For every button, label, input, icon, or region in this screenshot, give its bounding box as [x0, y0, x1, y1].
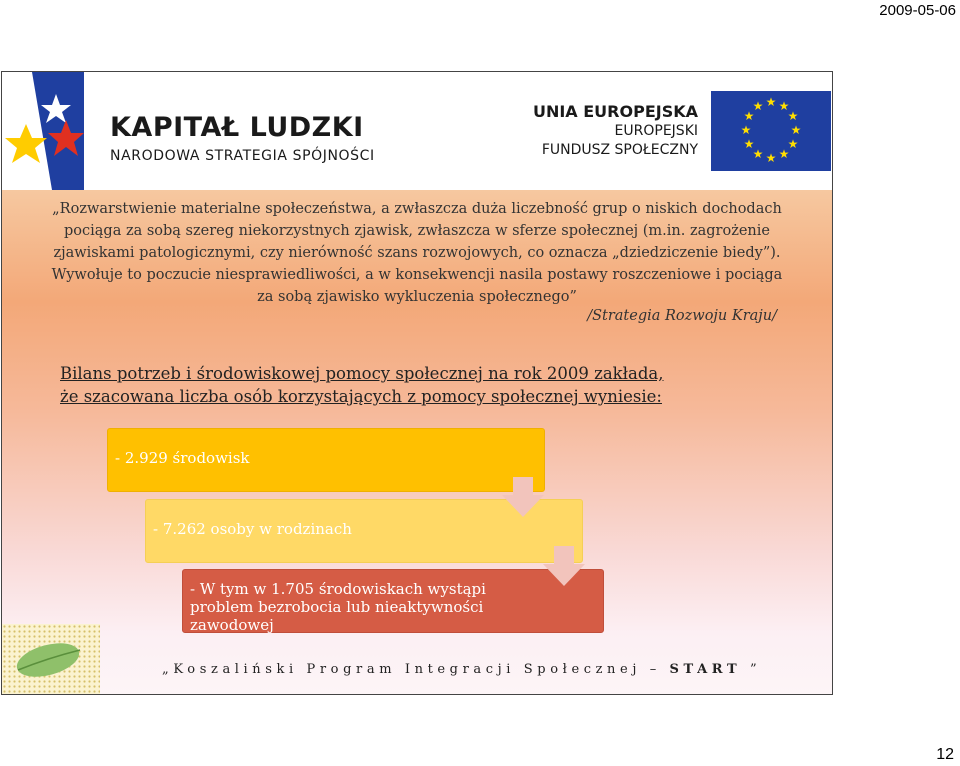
eu-name: UNIA EUROPEJSKA — [532, 102, 698, 121]
page-number: 12 — [936, 746, 954, 763]
footer-close: ” — [741, 662, 762, 677]
eu-flag-icon — [711, 91, 831, 171]
box-bezrobocie — [182, 569, 604, 633]
down-arrow-icon — [543, 546, 585, 586]
eu-fund-line2: FUNDUSZ SPOŁECZNY — [541, 142, 698, 158]
svg-text:★: ★ — [752, 147, 764, 161]
svg-text:★: ★ — [765, 95, 777, 109]
svg-text:★: ★ — [790, 123, 802, 137]
strategy-quote: „Rozwarstwienie materialne społeczeństwa, a zwłaszcza duża liczebność grup o niskich dochodach pociąga za sobą szereg niekorzystnych zjawisk, zwłaszcza w sferze społecznej (m.in. zagrożenie zjawiskami patologicznymi, czy nierówność szans rozwojowych, co oznacza „dziedziczenie biedy”). Wywołuje to poczucie niesprawiedliwości, a w konsekwencji nasila postawy roszczeniowe i pociąga za sobą zjawisko wykluczenia społecznego” — [51, 201, 783, 305]
box-osoby-text: - 7.262 osoby w rodzinach — [153, 520, 352, 538]
logo-header — [2, 72, 832, 190]
kapital-ludzki-subtitle: NARODOWA STRATEGIA SPÓJNOŚCI — [110, 148, 375, 164]
bilans-statement: Bilans potrzeb i środowiskowej pomocy społecznej na rok 2009 zakłada, że szacowana liczba osób korzystających z pomocy społecznej wyniesie: — [60, 364, 664, 406]
stars-logo-icon — [4, 72, 84, 190]
eu-fund-line1: EUROPEJSKI — [614, 123, 698, 139]
svg-text:★: ★ — [778, 147, 790, 161]
svg-text:★: ★ — [752, 99, 764, 113]
date-stamp: 2009-05-06 — [879, 2, 956, 19]
leaf-icon — [2, 624, 100, 694]
svg-text:★: ★ — [787, 137, 799, 151]
program-footer — [162, 662, 761, 677]
svg-text:★: ★ — [740, 123, 752, 137]
svg-text:★: ★ — [743, 109, 755, 123]
kapital-ludzki-title: KAPITAŁ LUDZKI — [110, 112, 364, 143]
quote-source: /Strategia Rozwoju Kraju/ — [587, 308, 777, 324]
svg-text:★: ★ — [787, 109, 799, 123]
svg-text:★: ★ — [743, 137, 755, 151]
svg-text:★: ★ — [765, 151, 777, 165]
svg-text:★: ★ — [778, 99, 790, 113]
footer-start: START — [669, 662, 742, 677]
box-srodowiska-text: - 2.929 środowisk — [115, 449, 250, 467]
box-bezrobocie-text: - W tym w 1.705 środowiskach wystąpi problem bezrobocia lub nieaktywności zawodowej — [190, 580, 486, 634]
slide — [1, 71, 833, 695]
footer-program: „Koszaliński Program Integracji Społecznej – — [162, 662, 670, 677]
box-srodowiska — [107, 428, 545, 492]
down-arrow-icon — [502, 477, 544, 517]
